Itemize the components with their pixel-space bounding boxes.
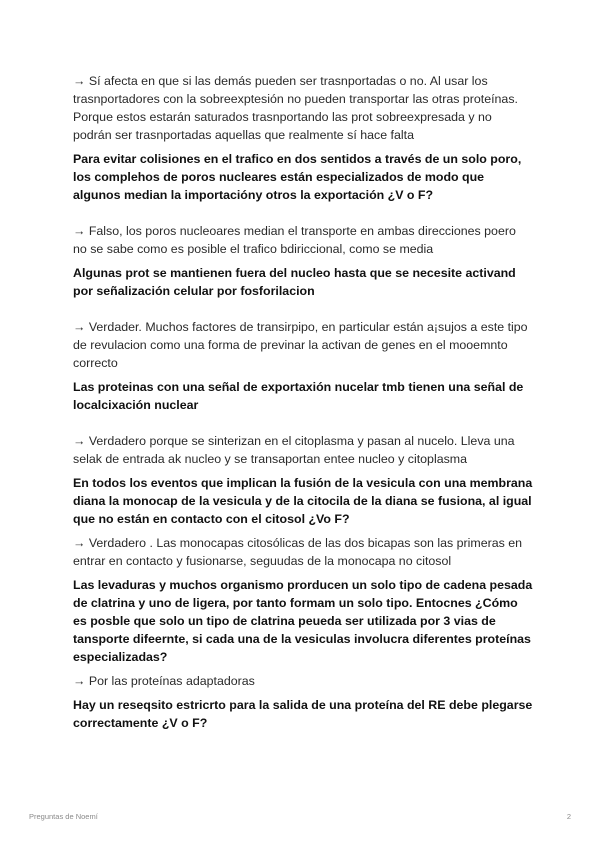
answer-text: → Verdader. Muchos factores de transirpipo, en particular están a¡sujos a este tipo de revulacion como una forma de previnar la activan de genes en el mooemnto correcto	[73, 320, 528, 370]
page-footer	[29, 812, 571, 821]
question-text: En todos los eventos que implican la fusión de la vesicula con una membrana diana la monocap de la vesicula y de la citocila de la diana se fusiona, al igual que no están en contacto con el citosol ¿Vo F?	[73, 476, 533, 526]
question-text: Las proteinas con una señal de exportaxión nucelar tmb tienen una señal de localcixación nuclear	[73, 380, 524, 412]
question-text: Hay un reseqsito estricrto para la salida de una proteína del RE debe plegarse correctamente ¿V o F?	[73, 698, 533, 730]
page-content	[73, 72, 533, 732]
answer-text: → Falso, los poros nucleoares median el transporte en ambas direcciones poero no se sabe como es posible el trafico bdiriccional, como se media	[73, 224, 516, 256]
question-text: Las levaduras y muchos organismo prorducen un solo tipo de cadena pesada de clatrina y uno de ligera, por tanto formam un solo tipo. Entocnes ¿Cómo es posble que solo un tipo de clatrina peueda ser utilizada por 3 vias de tansporte difeernte, si cada una de la vesiculas involucra diferentes proteínas especializadas?	[73, 578, 533, 664]
answer-text: → Sí afecta en que si las demás pueden ser trasnportadas o no. Al usar los trasnportadores con la sobreexptesión no pueden transportar las otras proteínas. Porque estos estarán saturados trasnportando las prot sobreexpresada y no podrán ser trasnportadas aquellas que realmente sí hace falta	[73, 74, 518, 142]
question-text: Para evitar colisiones en el trafico en dos sentidos a través de un solo poro, los complehos de poros nucleares están especializados de modo que algunos median la importacióny otros la exportación ¿V o F?	[73, 152, 522, 202]
page-number: 2	[566, 812, 571, 821]
answer-text: → Por las proteínas adaptadoras	[73, 674, 255, 688]
footer-document-title: Preguntas de Noemí	[29, 812, 98, 821]
answer-text: → Verdadero . Las monocapas citosólicas de las dos bicapas son las primeras en entrar en contacto y fusionarse, seguudas de la monocapa no citosol	[73, 536, 523, 568]
question-text: Algunas prot se mantienen fuera del nucleo hasta que se necesite activand por señalización celular por fosforilacion	[73, 266, 516, 298]
answer-text: → Verdadero porque se sinterizan en el citoplasma y pasan al nucelo. Lleva una selak de entrada ak nucleo y se transaportan entee nucleo y citoplasma	[73, 434, 515, 466]
